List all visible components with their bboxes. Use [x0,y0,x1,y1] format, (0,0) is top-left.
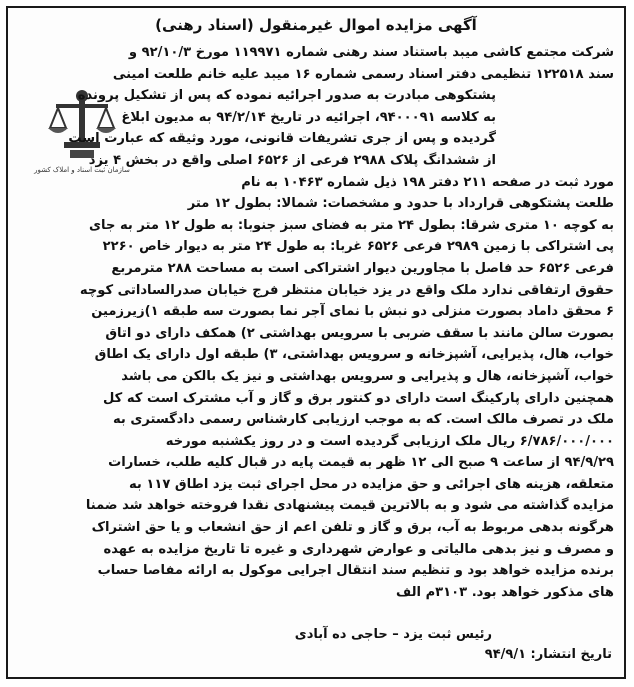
notice-footer [20,627,612,667]
body-line: ملک در تصرف مالک است. که به موجب ارزیابی کارشناس رسمی دادگستری به [112,412,614,428]
body-line: به کلاسه ۹۴۰۰۰۹۱، اجرائیه در تاریخ ۹۴/۲/۱۴ به مدیون ابلاغ [121,109,496,125]
body-line: به کوچه ۱۰ متری شرقا: بطول ۲۴ متر به فضای سبز جنوبا: به طول ۱۲ متر به جای [89,217,614,233]
body-line: همچنین دارای پارکینگ است دارای دو کنتور برق و گاز و آب مشترک است که کل [102,390,614,406]
body-line: سند ۱۲۲۵۱۸ تنظیمی دفتر اسناد رسمی شماره ۱۶ میبد علیه خانم طلعت امینی [112,66,614,82]
body-line: خواب، آشپزخانه، هال و پذیرایی و سرویس بهداشتی و نیز یک بالکن می باشد [121,368,614,384]
body-line: ۹۴/۹/۲۹ از ساعت ۹ صبح الی ۱۲ ظهر به قیمت پایه در قبال کلیه طلب، خسارات [108,455,614,471]
body-line: پشتکوهی مبادرت به صدور اجرائیه نموده که پس از تشکیل پرونده [77,88,496,104]
body-line: های مذکور خواهد بود. ۳۱۰۳م الف [396,584,614,600]
body-line: هرگونه بدهی مربوط به آب، برق و گاز و تلفن اعم از حق انشعاب و یا حق اشتراک [91,520,614,536]
body-line: طلعت پشتکوهی قرارداد با حدود و مشخصات: شمالا: بطول ۱۲ متر [187,196,614,212]
body-line: برنده مزایده خواهد بود و تنظیم سند انتقال اجرایی موکول به ارائه مفاصا حساب [97,563,614,579]
signature: رئیس ثبت یزد – حاجی ده آبادی [294,627,492,642]
emblem-caption: سازمان ثبت اسناد و املاک کشور [34,166,130,174]
body-line: پی اشتراکی با زمین ۲۹۸۹ فرعی ۶۵۲۶ غربا: به طول ۲۴ متر به دیوار خاص ۲۲۶۰ [102,239,614,255]
notice-frame [6,6,626,679]
body-line: فرعی ۶۵۲۶ حد فاصل با مجاورین دیوار اشتراکی است به مساحت ۲۸۸ مترمربع [111,260,614,276]
body-line: مورد ثبت در صفحه ۲۱۱ دفتر ۱۹۸ ذیل شماره ۱۰۴۶۳ به نام [241,174,614,190]
notice-title: آگهی مزایده اموال غیرمنقول (اسناد رهنی) [155,16,477,34]
body-line: مزایده گذاشته می شود و به بالاترین قیمت پیشنهادی نقدا فروخته خواهد شد ضمنا [85,498,614,514]
notice-body [18,42,614,603]
body-line: از ششدانگ پلاک ۲۹۸۸ فرعی از ۶۵۲۶ اصلی واقع در بخش ۴ یزد [88,152,496,168]
body-line: گردیده و پس از جری تشریفات قانونی، مورد وثیقه که عبارت است [68,131,496,147]
body-line: بصورت سالن مانند با سقف ضربی با سرویس بهداشتی ۲) همکف دارای دو اتاق [105,325,614,341]
body-line: شرکت مجتمع کاشی میبد باستناد سند رهنی شماره ۱۱۹۹۷۱ مورخ ۹۲/۱۰/۳ و [128,45,614,60]
body-line: و مصرف و نیز بدهی مالیاتی و عوارض شهرداری و غیره تا تاریخ مزایده به عهده [103,541,614,557]
body-line: ۶ محقق داماد بصورت منزلی دو نبش با نمای آجر نما بصورت سه طبقه ۱)زیرزمین [91,304,614,320]
body-line: خواب، هال، پذیرایی، آشپزخانه و سرویس بهداشتی، ۳) طبقه اول دارای یک اطاق [94,347,614,363]
publish-date: تاریخ انتشار: ۹۴/۹/۱ [484,647,612,662]
body-line: حقوق ارتفاقی ندارد ملک واقع در یزد خیابان منتظر فرج خیابان صدرالساداتی کوچه [79,282,614,298]
body-line: متعلقه، هزینه های اجرائی و حق مزایده در محل اجرای ثبت یزد اطاق ۱۱۷ به [128,476,614,492]
body-line: ۶/۷۸۶/۰۰۰/۰۰۰ ریال ملک ارزیابی گردیده است و در روز یکشنبه مورخه [165,433,614,449]
